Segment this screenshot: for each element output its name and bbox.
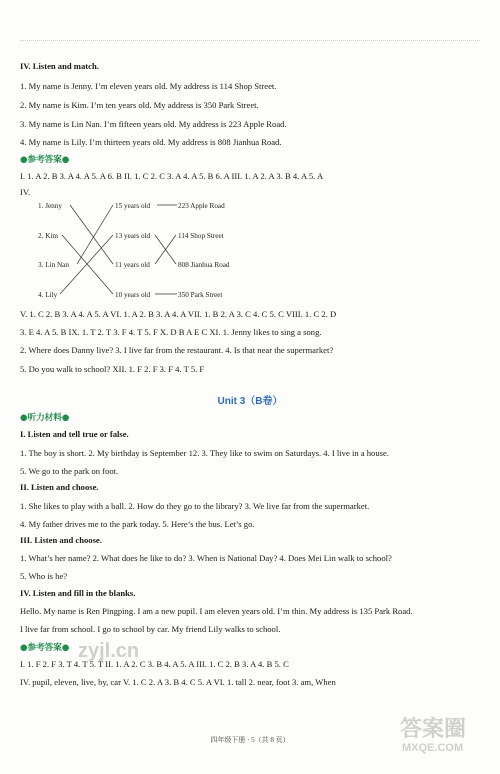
answer-line-1: I. 1. A 2. B 3. A 4. A 5. A 6. B II. 1. C 2. C 3. A 4. A 5. B 6. A III. 1. A 2. A 3. B 4. A 5. A <box>20 171 324 181</box>
s4-line-3: 3. My name is Lin Nan. I’m fifteen years old. My address is 223 Apple Road. <box>20 119 287 129</box>
match-address-2: 114 Shop Street <box>178 232 224 240</box>
listening-tag: ●听力材料● <box>20 413 70 423</box>
answer-line-4: 2. Where does Danny live? 3. I live far from the restaurant. 4. Is that near the supermarket? <box>20 345 334 355</box>
u3-sec3-title: III. Listen and choose. <box>20 535 102 545</box>
match-name-1: 1. Jenny <box>38 202 62 210</box>
u3-sec2-line-1: 1. She likes to play with a ball. 2. How do they go to the library? 3. We live far from the supermarket. <box>20 501 370 511</box>
match-age-4: 10 years old <box>115 291 151 299</box>
answer-iv-label: IV. <box>20 187 31 197</box>
u3-answer-line-1: I. 1. F 2. F 3. T 4. T 5. T II. 1. A 2. C 3. B 4. A 5. A III. 1. C 2. B 3. A 4. B 5. C <box>20 659 289 669</box>
answer-line-2: V. 1. C 2. B 3. A 4. A 5. A VI. 1. A 2. B 3. A 4. A VII. 1. B 2. A 3. C 4. C 5. C VIII. 1. C 2. D <box>20 309 337 319</box>
match-address-1: 223 Apple Road <box>178 202 225 210</box>
u3-sec2-title: II. Listen and choose. <box>20 482 99 492</box>
u3-answer-tag: ●参考答案● <box>20 643 70 653</box>
match-name-4: 4. Lily <box>38 291 58 299</box>
match-age-3: 11 years old <box>115 261 150 269</box>
u3-sec3-line-2: 5. Who is he? <box>20 571 68 581</box>
match-name-3: 3. Lin Nan <box>38 261 69 269</box>
answer-line-3: 3. E 4. A 5. B IX. 1. T 2. T 3. F 4. T 5. F X. D B A E C XI. 1. Jenny likes to sing a song. <box>20 327 322 337</box>
watermark-left: zyjl.cn <box>78 640 140 662</box>
u3-sec4-line-1: Hello. My name is Ren Pingping. I am a new pupil. I am eleven years old. I’m thin. My address is 135 Park Road. <box>20 606 413 616</box>
match-age-2: 13 years old <box>115 232 151 240</box>
u3-sec2-line-2: 4. My father drives me to the park today. 5. Here’s the bus. Let’s go. <box>20 519 255 529</box>
u3-sec4-line-2: I live far from school. I go to school by car. My friend Lily walks to school. <box>20 624 281 634</box>
section-iv-title: IV. Listen and match. <box>20 61 99 71</box>
match-age-1: 15 years old <box>115 202 151 210</box>
match-line-jenny <box>70 205 113 264</box>
s4-line-1: 1. My name is Jenny. I’m eleven years old. My address is 114 Shop Street. <box>20 81 277 91</box>
u3-sec3-line-1: 1. What’s her name? 2. What does he like to do? 3. When is National Day? 4. Does Mei Lin walk to school? <box>20 553 392 563</box>
s4-line-2: 2. My name is Kim. I’m ten years old. My address is 350 Park Street. <box>20 100 259 110</box>
matching-diagram <box>20 196 320 306</box>
u3-sec1-line-1: 1. The boy is short. 2. My birthday is September 12. 3. They like to swim on Saturdays. 4. I live in a house. <box>20 448 389 458</box>
top-divider <box>20 40 480 41</box>
answer-tag: ●参考答案● <box>20 155 70 165</box>
match-name-2: 2. Kim <box>38 232 58 240</box>
u3-sec4-title: IV. Listen and fill in the blanks. <box>20 588 136 598</box>
page-footer: 四年级下册 · 5（共 8 页） <box>210 736 290 744</box>
s4-line-4: 4. My name is Lily. I’m thirteen years old. My address is 808 Jianhua Road. <box>20 137 282 147</box>
u3-sec1-line-2: 5. We go to the park on foot. <box>20 466 119 476</box>
u3-answer-line-2: IV. pupil, eleven, live, by, car V. 1. C 2. A 3. B 4. C 5. A VI. 1. tall 2. near, foot 3. am, When <box>20 677 336 687</box>
unit-title: Unit 3（B卷） <box>217 396 283 407</box>
answer-line-5: 5. Do you walk to school? XII. 1. F 2. F 3. F 4. T 5. F <box>20 364 205 374</box>
match-address-4: 350 Park Street <box>178 291 223 299</box>
watermark-right-cn: 答案圈 <box>400 716 467 741</box>
u3-sec1-title: I. Listen and tell true or false. <box>20 429 129 439</box>
match-address-3: 808 Jianhua Road <box>178 261 230 269</box>
watermark-right-en: MXQE.COM <box>402 742 464 754</box>
